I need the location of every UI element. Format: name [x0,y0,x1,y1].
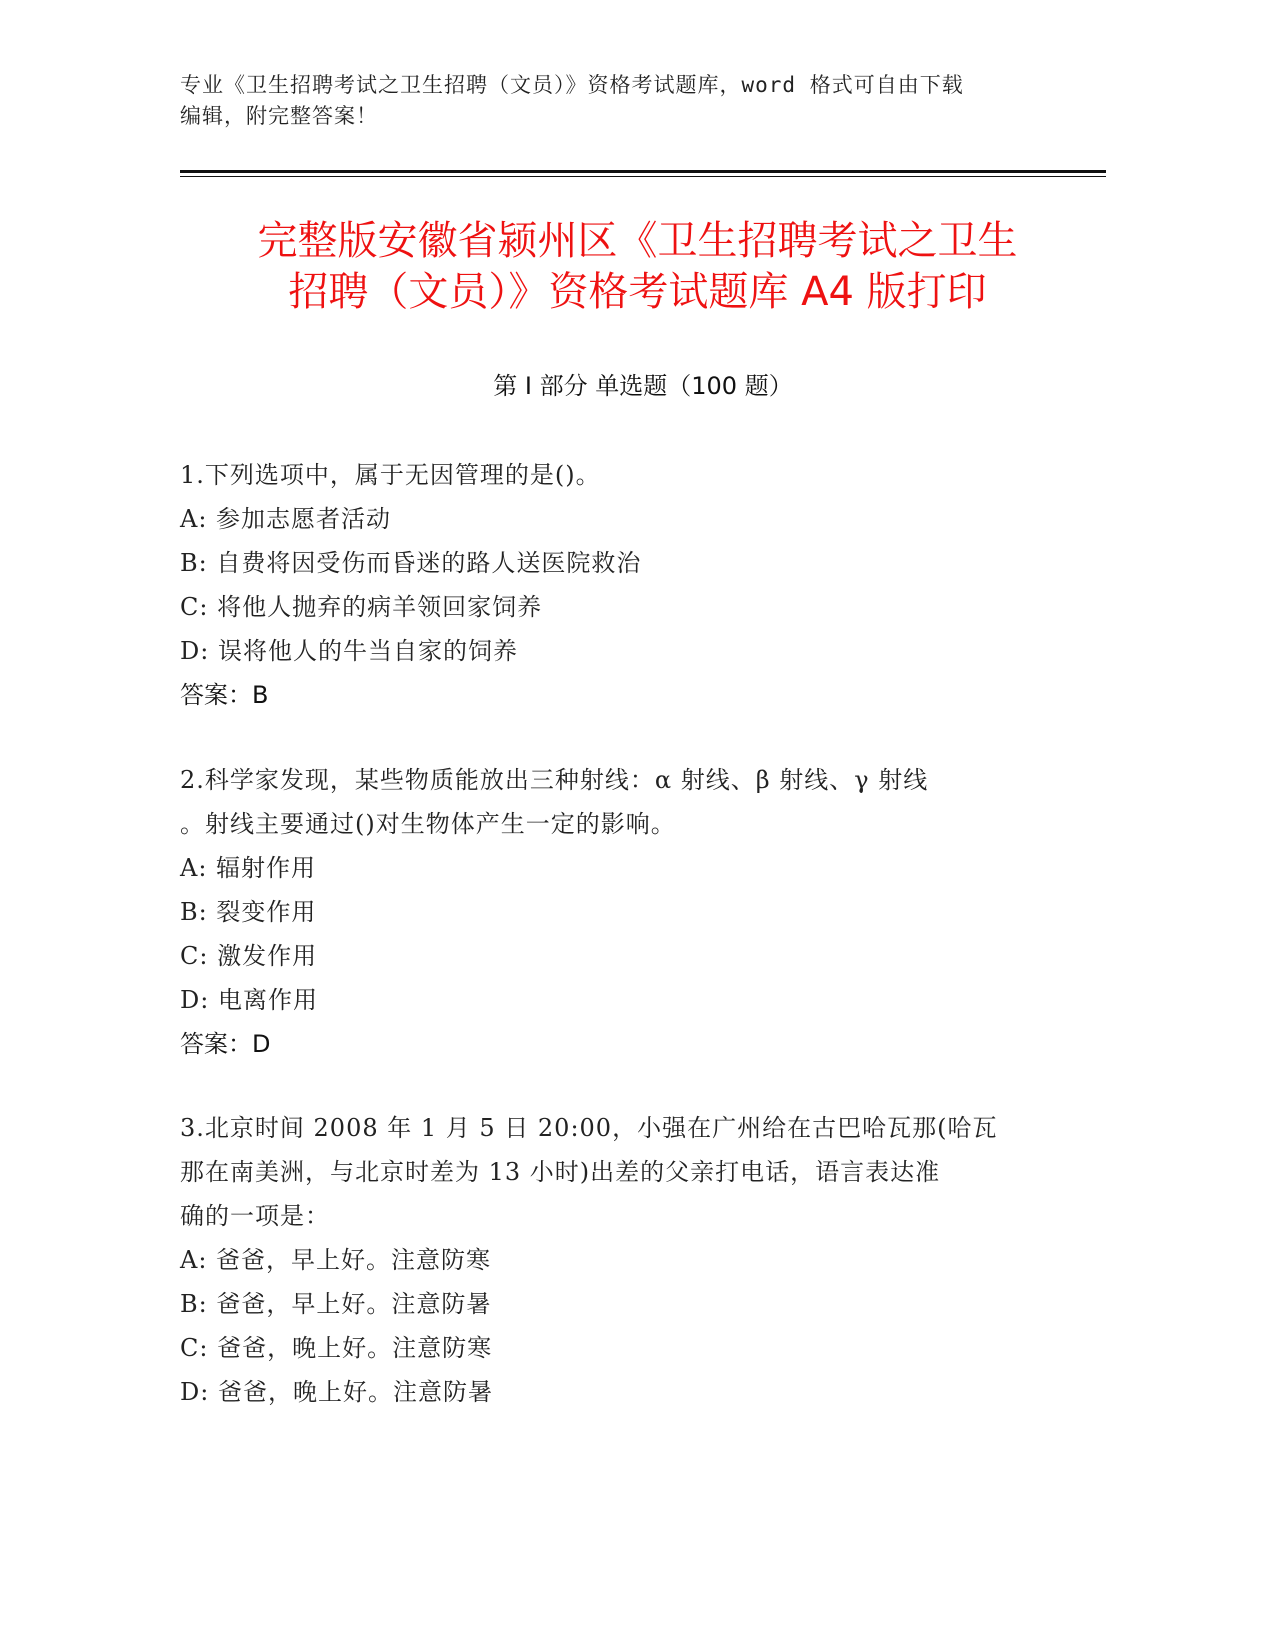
question-stem-line-2: 那在南美洲，与北京时差为 13 小时)出差的父亲打电话，语言表达准 [180,1158,941,1186]
question-stem: 1.下列选项中，属于无因管理的是()。 [180,461,601,489]
option-d: D: 误将他人的牛当自家的饲养 [180,637,518,665]
question-stem-line-3: 确的一项是： [180,1202,330,1230]
option-c: C: 将他人抛弃的病羊领回家饲养 [180,593,543,621]
option-d: D: 电离作用 [180,986,318,1014]
option-c: C: 激发作用 [180,942,318,970]
option-d: D: 爸爸，晚上好。注意防暑 [180,1378,493,1406]
title-line-2: 招聘（文员）》资格考试题库 A4 版打印 [288,269,987,315]
option-b: B: 裂变作用 [180,898,317,926]
question-1 [180,453,1060,717]
question-stem-line-2: 。射线主要通过()对生物体产生一定的影响。 [180,810,676,838]
question-stem-line-1: 3.北京时间 2008 年 1 月 5 日 20:00，小强在广州给在古巴哈瓦那(哈瓦 [180,1114,998,1142]
document-title [150,216,1125,318]
question-stem-line-1: 2.科学家发现，某些物质能放出三种射线：α 射线、β 射线、γ 射线 [180,766,929,794]
option-a: A: 参加志愿者活动 [180,505,392,533]
header-line-2: 编辑，附完整答案！ [180,104,378,128]
answer: 答案：D [180,1030,271,1058]
question-3 [180,1106,1060,1414]
header-rule-thick [180,170,1106,173]
option-b: B: 爸爸，早上好。注意防暑 [180,1290,492,1318]
option-a: A: 爸爸，早上好。注意防寒 [180,1246,492,1274]
option-b: B: 自费将因受伤而昏迷的路人送医院救治 [180,549,642,577]
question-2 [180,758,1060,1066]
answer: 答案：B [180,681,269,709]
option-c: C: 爸爸，晚上好。注意防寒 [180,1334,493,1362]
header-rule-thin [180,176,1106,177]
option-a: A: 辐射作用 [180,854,317,882]
document-header [180,70,1060,132]
title-line-1: 完整版安徽省颍州区《卫生招聘考试之卫生 [257,218,1018,264]
header-line-1: 专业《卫生招聘考试之卫生招聘（文员）》资格考试题库，word 格式可自由下载 [180,73,964,97]
section-heading: 第 I 部分 单选题（100 题） [493,372,793,400]
